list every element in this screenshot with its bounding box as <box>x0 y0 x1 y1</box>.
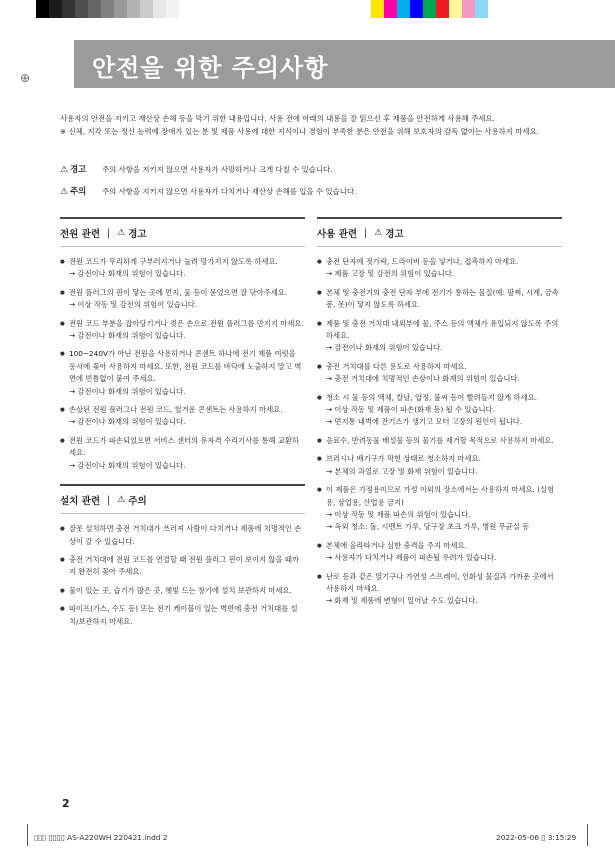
color-swatch <box>101 0 114 18</box>
color-swatch <box>384 0 397 18</box>
list-item <box>317 392 562 429</box>
color-swatch <box>114 0 127 18</box>
section-header <box>60 484 305 514</box>
crop-mark <box>587 824 588 846</box>
item-text: 파이프(가스, 수도 등) 또는 전기 케이블이 있는 벽면에 충전 거치대를 설치/보관하지 마세요. <box>69 604 298 626</box>
warning-triangle-icon: ⚠ <box>60 165 69 175</box>
color-swatch <box>36 0 49 18</box>
section-header <box>317 217 562 247</box>
list-item <box>60 287 305 312</box>
list-item <box>60 554 305 579</box>
page-title: 안전을 위한 주의사항 <box>92 54 329 82</box>
legend-tag <box>60 164 102 175</box>
item-text: 제품 및 충전 거치대 내외부에 물, 주스 등의 액체가 유입되지 않도록 주의하세요. <box>326 318 559 341</box>
divider: | <box>107 494 111 506</box>
warning-triangle-icon: ⚠ <box>60 187 69 197</box>
item-consequence: → 제품 고장 및 감전의 위험이 있습니다. <box>326 269 455 279</box>
item-text: 음료수, 반려동물 배설물 등의 물기를 제거할 목적으로 사용하지 마세요. <box>326 435 554 445</box>
legend-description: 주의 사항을 지키지 않으면 사용자가 다치거나 재산상 손해를 입을 수 있습니다. <box>102 186 357 196</box>
legend-level-label: 경고 <box>70 164 87 174</box>
legend-level-label: 주의 <box>70 186 87 196</box>
item-text: 손상된 전원 플러그나 전원 코드, 헐거운 콘센트는 사용하지 마세요. <box>69 405 283 415</box>
list-item <box>317 484 562 534</box>
item-consequence: → 본체의 과열로 고장 및 화재 위험이 있습니다. <box>326 466 478 476</box>
intro-note: ※ 신체, 지각 또는 정신 능력에 장애가 있는 분 및 제품 사용에 대한 지식이나 경험이 부족한 분은 안전을 위해 보호자의 감독 없이는 사용하지 마세요. <box>60 126 540 136</box>
item-text: 전원 코드 부분을 잡아당기거나 젖은 손으로 전원 플러그를 만지지 마세요. <box>69 318 304 328</box>
color-swatch <box>88 0 101 18</box>
section-power <box>60 217 305 472</box>
right-column <box>317 217 562 614</box>
item-consequence: → 이상 작동 및 감전의 위험이 있습니다. <box>69 300 198 310</box>
usage-items-list <box>317 256 562 608</box>
install-items-list <box>60 523 305 628</box>
item-consequence: → 감전이나 화재의 위험이 있습니다. <box>69 331 186 341</box>
list-item <box>60 256 305 281</box>
item-text: 이 제품은 가정용이므로 가정 이외의 장소에서는 사용하지 마세요. (실험용, 상업용, 산업용 금지) <box>326 485 555 507</box>
print-color-bar-cmyk <box>371 0 514 18</box>
print-color-bar-gray <box>36 0 192 18</box>
list-item <box>60 603 305 628</box>
item-text: 100~240V가 아닌 전원을 사용하거나 콘센트 하나에 전기 제품 여럿을 동시에 꽂아 사용하지 마세요. 또한, 전원 코드를 바닥에 노출하지 말고 벽면에 빈틈없이 붙여 주세요. <box>69 349 302 384</box>
item-text: 물이 있는 곳, 습기가 많은 곳, 햇빛 드는 창가에 설치 보관하지 마세요. <box>69 585 292 595</box>
item-text: 난로 등과 같은 열기구나 가연성 스프레이, 인화성 물질과 가까운 곳에서 사용하지 마세요. <box>326 571 554 593</box>
list-item <box>60 523 305 548</box>
color-swatch <box>501 0 514 18</box>
item-text: 전원 코드가 무리하게 구부러지거나 눌려 망가지지 않도록 하세요. <box>69 257 278 266</box>
item-text: 잘못 설치하면 충전 거치대가 쓰러져 사람이 다치거나 제품에 치명적인 손상이 갈 수 있습니다. <box>69 524 302 546</box>
item-consequence: → 이상 작동 및 제품이 파손(화재 등) 될 수 있습니다. <box>326 405 495 415</box>
item-text: 충전 거치대에 전원 코드를 연결할 때 전원 플러그 핀이 보이지 않을 때까지 완전히 꽂아 주세요. <box>69 554 299 577</box>
title-banner <box>74 40 615 88</box>
list-item <box>317 287 562 312</box>
item-text: 전원 플러그의 핀이 닿는 곳에 먼지, 물 등이 묻었으면 잘 닦아주세요. <box>69 287 288 297</box>
legend-tag <box>60 186 102 197</box>
item-text: 충전 단자에 젓가락, 드라이버 등을 넣거나, 접촉하지 마세요. <box>326 257 519 266</box>
list-item <box>317 540 562 565</box>
color-swatch <box>449 0 462 18</box>
section-level: 주의 <box>128 496 147 508</box>
list-item <box>60 435 305 472</box>
color-swatch <box>62 0 75 18</box>
item-consequence: → 옥외 청소: 돌, 시멘트 가루, 당구장 초크 가루, 병원 무균실 등 <box>326 522 530 532</box>
color-swatch <box>140 0 153 18</box>
color-swatch <box>410 0 423 18</box>
crop-mark <box>27 824 28 846</box>
color-swatch <box>397 0 410 18</box>
list-item <box>317 453 562 478</box>
legend-description: 주의 사항을 지키지 않으면 사용자가 사망하거나 크게 다칠 수 있습니다. <box>102 164 333 174</box>
item-text: 전원 코드가 파손되었으면 서비스 센터의 유자격 수리기사를 통해 교환하세요. <box>69 435 300 458</box>
divider: | <box>107 227 111 239</box>
color-swatch <box>127 0 140 18</box>
section-install <box>60 484 305 628</box>
color-swatch <box>166 0 179 18</box>
item-consequence: → 감전이나 화재의 위험이 있습니다. <box>69 386 186 396</box>
item-text: 본체에 올라타거나 심한 충격을 주지 마세요. <box>326 540 467 550</box>
page-number: 2 <box>62 797 70 810</box>
section-usage <box>317 217 562 608</box>
list-item <box>317 318 562 355</box>
item-consequence: → 감전이나 화재의 위험이 있습니다. <box>326 343 443 353</box>
print-timestamp: 2022-05-06 ▯ 3:15:29 <box>496 833 577 842</box>
color-swatch <box>371 0 384 18</box>
item-consequence: → 먼지통 내벽에 잔기스가 생기고 모터 고장의 원인이 됩니다. <box>326 417 523 427</box>
intro-line: 사용자의 안전을 지키고 재산상 손해 등을 막기 위한 내용입니다. 사용 전에 아래의 내용을 잘 읽으신 후 제품을 안전하게 사용해 주세요. <box>60 114 495 123</box>
section-title: 설치 관련 <box>60 496 101 508</box>
color-swatch <box>49 0 62 18</box>
list-item <box>60 404 305 429</box>
list-item <box>317 361 562 386</box>
color-swatch <box>436 0 449 18</box>
item-consequence: → 충전 거치대에 치명적인 손상이나 화재의 위험이 있습니다. <box>326 374 520 384</box>
item-text: 브러시나 배기구가 막힌 상태로 청소하지 마세요. <box>326 454 481 464</box>
list-item <box>60 348 305 398</box>
list-item <box>60 585 305 597</box>
color-swatch <box>488 0 501 18</box>
section-title: 전원 관련 <box>60 229 101 240</box>
item-text: 청소 시 물 등의 액체, 칼날, 압정, 불씨 등이 빨려들지 않게 하세요. <box>326 392 538 402</box>
item-text: 충전 거치대를 다른 용도로 사용하지 마세요. <box>326 361 467 371</box>
item-consequence: → 사용자가 다치거나 제품이 파손될 우려가 있습니다. <box>326 553 497 563</box>
item-consequence: → 화재 및 제품에 변형이 일어날 수도 있습니다. <box>326 596 478 606</box>
item-consequence: → 감전이나 화재의 위험이 있습니다. <box>69 417 186 427</box>
list-item <box>317 435 562 447</box>
divider: | <box>364 227 368 239</box>
list-item <box>317 256 562 281</box>
legend-row <box>60 186 560 197</box>
legend-row <box>60 164 560 175</box>
warning-triangle-icon: ⚠ <box>117 495 126 506</box>
warning-triangle-icon: ⚠ <box>374 228 383 238</box>
hazard-legend <box>60 164 560 208</box>
left-column <box>60 217 305 634</box>
registration-mark-icon: ⊕ <box>20 71 31 85</box>
color-swatch <box>462 0 475 18</box>
item-consequence: → 이상 작동 및 제품 파손의 위험이 있습니다. <box>326 509 471 519</box>
item-text: 본체 및 충전기의 충전 단자 부에 전기가 통하는 물질(예: 팔찌, 시계, 금속 봉, 못)이 닿지 않도록 하세요. <box>326 287 559 310</box>
section-level: 경고 <box>128 229 147 240</box>
print-file-info: ▯▯▯ ▯▯▯▯ AS-A220WH 220421.indd 2 <box>34 833 168 842</box>
power-items-list <box>60 256 305 472</box>
color-swatch <box>475 0 488 18</box>
list-item <box>317 571 562 608</box>
color-swatch <box>153 0 166 18</box>
section-level: 경고 <box>385 229 404 240</box>
color-swatch <box>423 0 436 18</box>
color-swatch <box>179 0 192 18</box>
item-consequence: → 감전이나 화재의 위험이 있습니다. <box>69 460 186 470</box>
item-consequence: → 감전이나 화재의 위험이 있습니다. <box>69 269 186 279</box>
list-item <box>60 318 305 343</box>
warning-triangle-icon: ⚠ <box>117 228 126 238</box>
color-swatch <box>75 0 88 18</box>
intro-text <box>60 113 570 138</box>
section-header <box>60 217 305 247</box>
section-title: 사용 관련 <box>317 229 358 240</box>
